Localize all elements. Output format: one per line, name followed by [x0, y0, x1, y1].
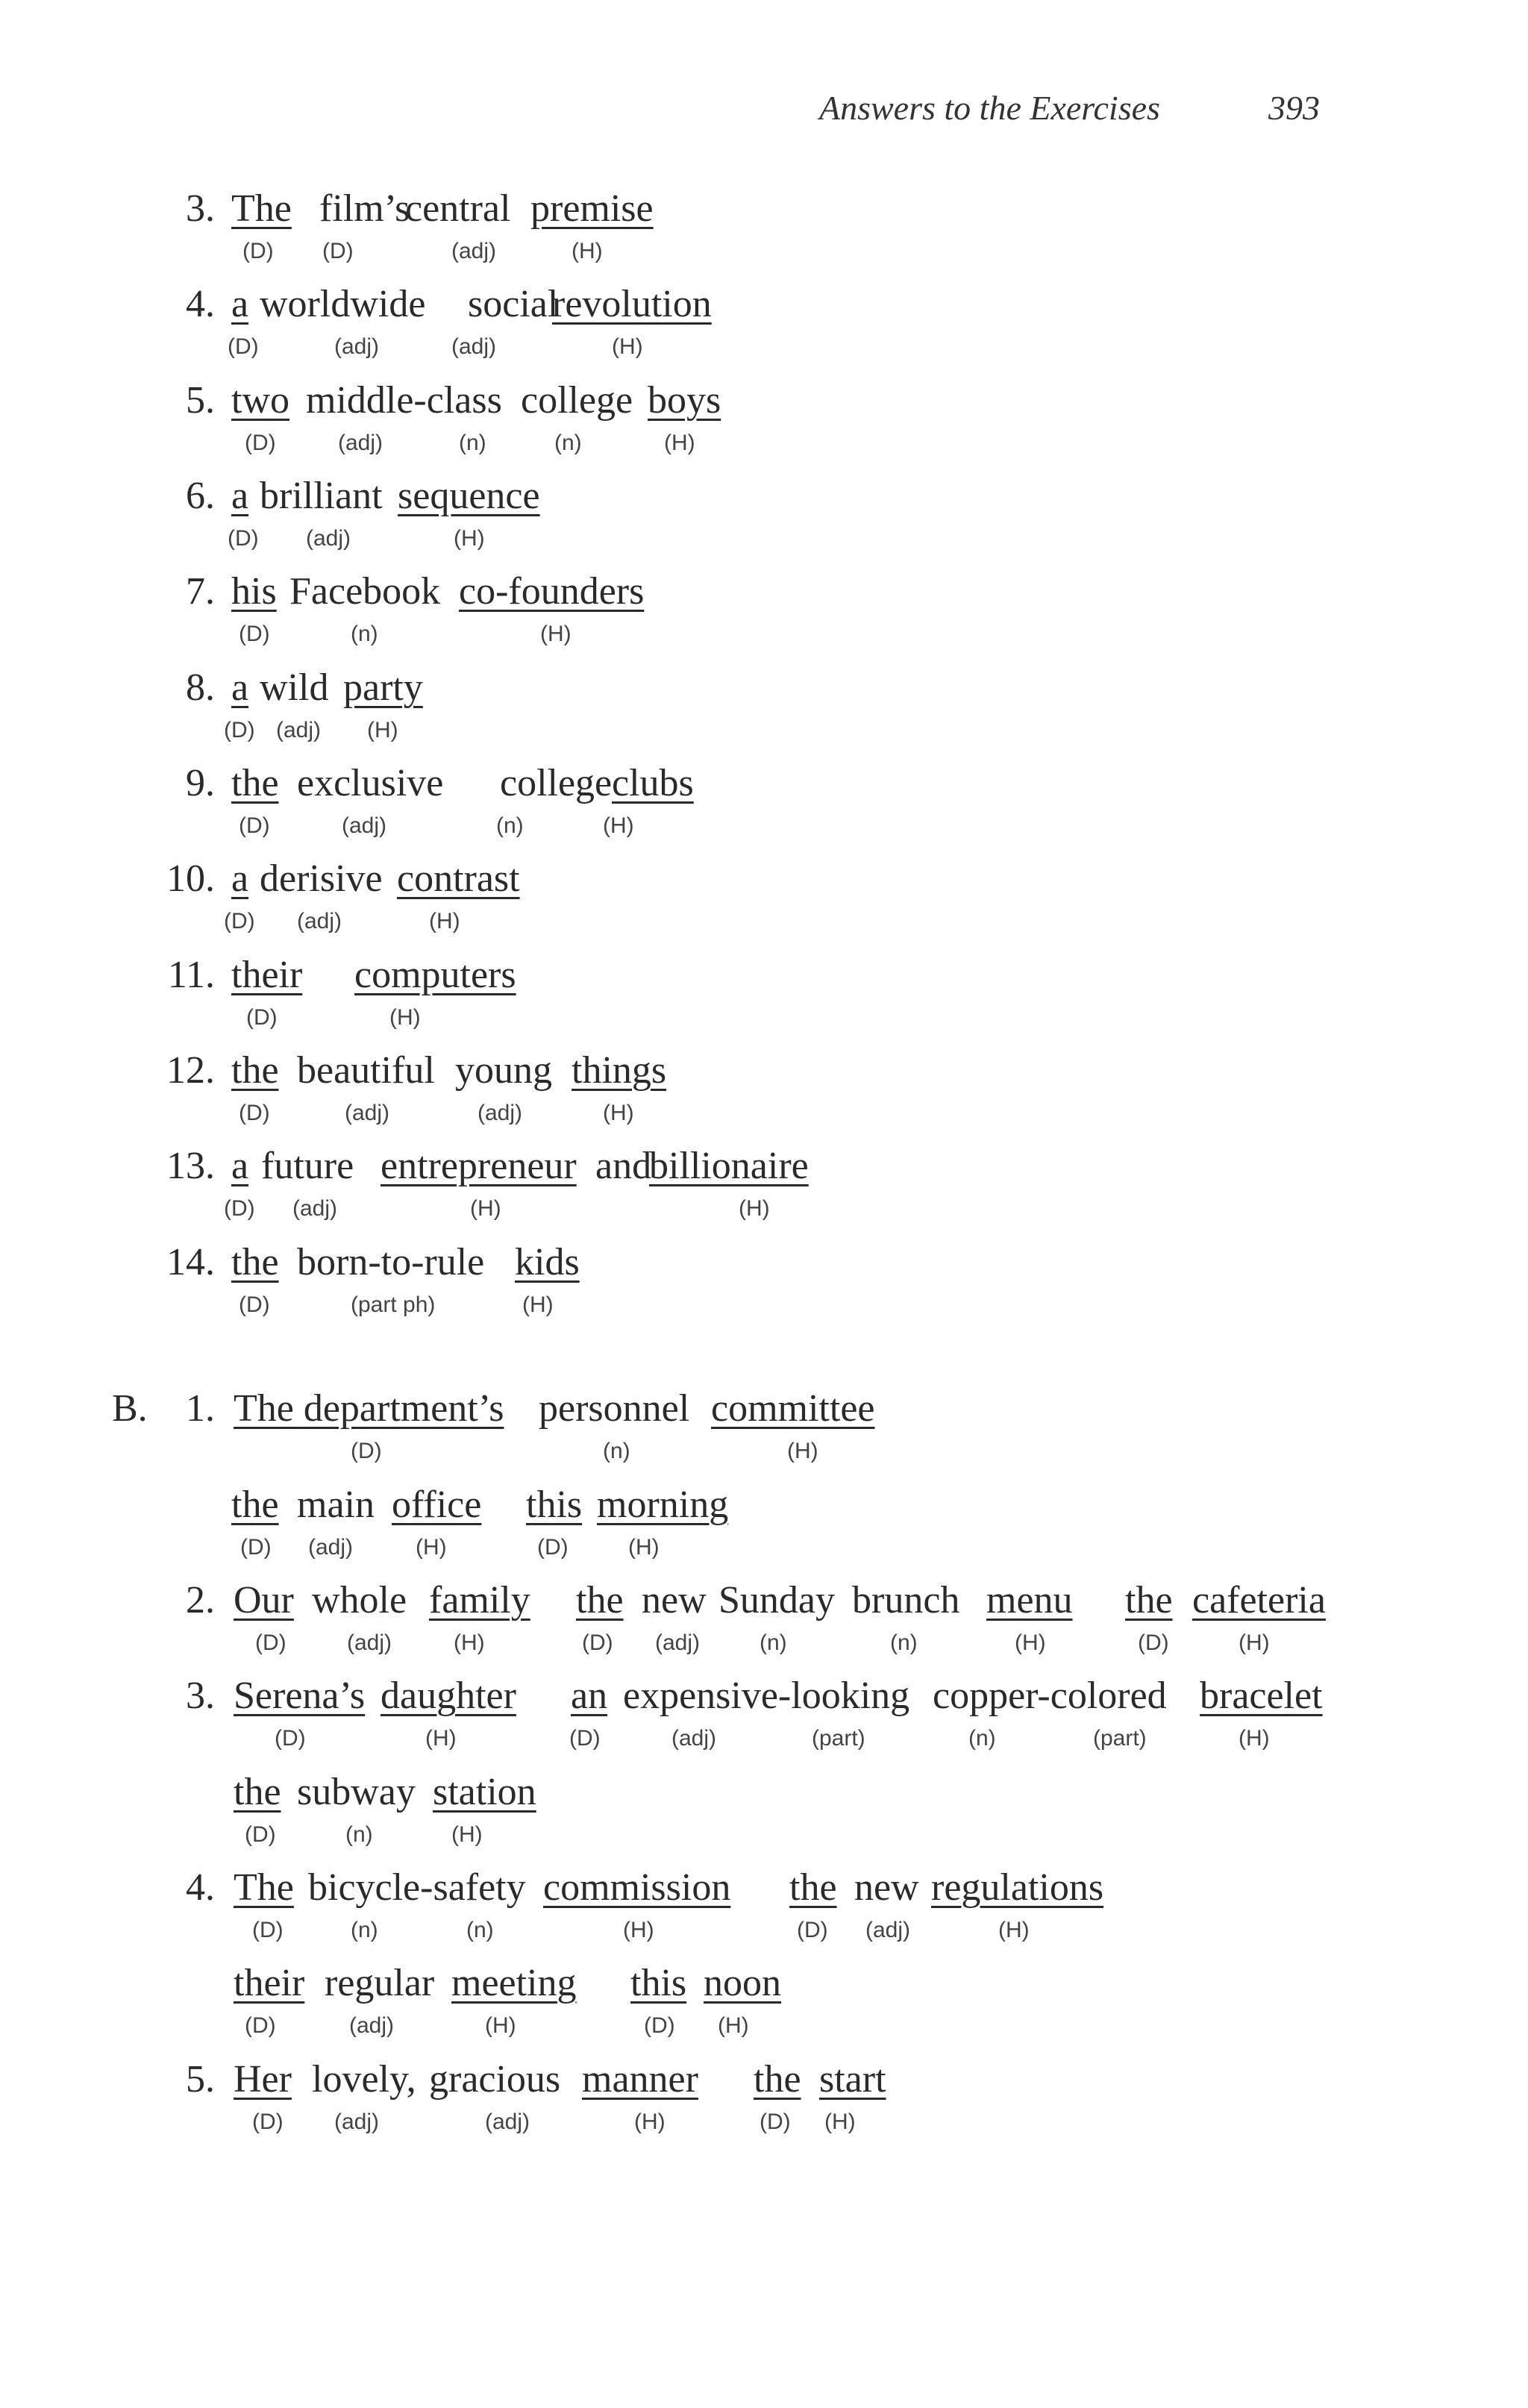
grammar-tag: (H) — [454, 1630, 485, 1655]
grammar-tag: (D) — [239, 1292, 270, 1317]
item-number: 5. — [186, 2058, 215, 2101]
underlined-word: family — [429, 1579, 530, 1622]
grammar-tag: (D) — [224, 909, 255, 934]
grammar-tag: (H) — [603, 1101, 634, 1125]
word: new — [854, 1866, 919, 1909]
grammar-tag: (adj) — [338, 431, 383, 455]
grammar-tag: (adj) — [347, 1630, 392, 1655]
grammar-tags-row — [0, 811, 1528, 841]
grammar-tag: (H) — [389, 1005, 421, 1030]
grammar-tag: (part) — [1093, 1726, 1147, 1751]
exercise-item — [0, 662, 1528, 714]
underlined-word: two — [231, 379, 289, 422]
word: college — [521, 379, 633, 422]
underlined-word: their — [231, 954, 303, 996]
word: central — [405, 187, 511, 230]
grammar-tag: (n) — [351, 622, 378, 646]
underlined-word: Her — [234, 2058, 292, 2101]
grammar-tag: (D) — [255, 1630, 286, 1655]
underlined-word: the — [231, 1483, 279, 1526]
underlined-word: cafeteria — [1192, 1579, 1326, 1622]
exercise-item — [0, 853, 1528, 905]
underlined-word: premise — [530, 187, 654, 230]
grammar-tag: (D) — [239, 1101, 270, 1125]
grammar-tag: (D) — [245, 2013, 276, 2038]
underlined-word: office — [392, 1483, 482, 1526]
item-number: 8. — [186, 666, 215, 709]
grammar-tags-row — [0, 428, 1528, 458]
underlined-word: contrast — [397, 857, 520, 900]
word: Sunday — [718, 1579, 835, 1622]
underlined-word: a — [231, 283, 249, 325]
underlined-word: things — [572, 1049, 667, 1092]
word: and — [595, 1145, 652, 1187]
underlined-word: the — [1125, 1579, 1173, 1622]
grammar-tag: (D) — [224, 1196, 255, 1221]
grammar-tag: (H) — [612, 334, 643, 359]
word: lovely, — [312, 2058, 416, 2101]
exercise-item — [0, 183, 1528, 235]
grammar-tag: (H) — [429, 909, 460, 934]
grammar-tag: (adj) — [292, 1196, 338, 1221]
word: bicycle-safety — [308, 1866, 526, 1909]
underlined-word: co-founders — [459, 570, 645, 613]
exercise-item — [0, 1045, 1528, 1097]
grammar-tag: (D) — [252, 2110, 284, 2134]
grammar-tag: (H) — [1239, 1726, 1270, 1751]
grammar-tag: (adj) — [308, 1535, 354, 1560]
grammar-tags-row — [0, 1290, 1528, 1320]
grammar-tag: (D) — [242, 239, 274, 263]
exercise-item-line — [0, 1670, 1528, 1722]
underlined-word: regulations — [931, 1866, 1104, 1909]
grammar-tag: (H) — [454, 526, 485, 551]
grammar-tags-row — [0, 1436, 1528, 1466]
grammar-tag: (H) — [718, 2013, 749, 2038]
grammar-tag: (n) — [554, 431, 582, 455]
exercise-item — [0, 375, 1528, 427]
item-number: 10. — [166, 857, 215, 900]
grammar-tag: (H) — [367, 718, 398, 742]
word: main — [297, 1483, 375, 1526]
underlined-word: a — [231, 475, 249, 517]
grammar-tags-row — [0, 1724, 1528, 1754]
underlined-word: sequence — [398, 475, 540, 517]
grammar-tag: (D) — [240, 1535, 272, 1560]
underlined-word: a — [231, 1145, 249, 1187]
word: young — [455, 1049, 552, 1092]
word: subway — [297, 1771, 416, 1813]
grammar-tag: (D) — [644, 2013, 675, 2038]
exercise-item — [0, 757, 1528, 810]
item-number: 13. — [166, 1145, 215, 1187]
grammar-tag: (D) — [1138, 1630, 1169, 1655]
underlined-word: billionaire — [649, 1145, 809, 1187]
word: expensive-looking — [623, 1674, 910, 1717]
running-header-title: Answers to the Exercises — [819, 89, 1160, 127]
grammar-tag: (n) — [603, 1439, 630, 1463]
grammar-tag: (D) — [275, 1726, 306, 1751]
underlined-word: Our — [234, 1579, 294, 1622]
underlined-word: manner — [582, 2058, 698, 2101]
grammar-tag: (adj) — [349, 2013, 395, 2038]
word: whole — [312, 1579, 407, 1622]
word: brunch — [852, 1579, 960, 1622]
underlined-word: menu — [986, 1579, 1073, 1622]
underlined-word: Serena’s — [234, 1674, 366, 1717]
word: future — [261, 1145, 354, 1187]
underlined-word: revolution — [552, 283, 712, 325]
grammar-tag: (H) — [470, 1196, 501, 1221]
underlined-word: station — [433, 1771, 536, 1813]
grammar-tag: (H) — [572, 239, 603, 263]
underlined-word: meeting — [451, 1962, 577, 2004]
underlined-word: this — [526, 1483, 583, 1526]
grammar-tag: (D) — [537, 1535, 569, 1560]
grammar-tags-row — [0, 332, 1528, 362]
word: copper-colored — [933, 1674, 1167, 1717]
grammar-tag: (adj) — [451, 334, 497, 359]
grammar-tag: (part) — [812, 1726, 865, 1751]
grammar-tags-row — [0, 716, 1528, 745]
underlined-word: the — [754, 2058, 801, 2101]
grammar-tags-row — [0, 1194, 1528, 1224]
underlined-word: a — [231, 857, 249, 900]
underlined-word: morning — [597, 1483, 729, 1526]
grammar-tags-row — [0, 907, 1528, 936]
grammar-tag: (D) — [228, 334, 259, 359]
grammar-tag: (H) — [739, 1196, 770, 1221]
item-number: 5. — [186, 379, 215, 422]
grammar-tag: (D) — [246, 1005, 278, 1030]
grammar-tag: (H) — [623, 1918, 654, 1942]
word: brilliant — [260, 475, 383, 517]
underlined-word: the — [576, 1579, 624, 1622]
underlined-word: computers — [354, 954, 516, 996]
grammar-tag: (D) — [582, 1630, 613, 1655]
item-number: 6. — [186, 475, 215, 517]
underlined-word: his — [231, 570, 277, 613]
underlined-word: start — [819, 2058, 886, 2101]
grammar-tag: (D) — [245, 431, 276, 455]
item-number: 12. — [166, 1049, 215, 1092]
grammar-tag: (adj) — [478, 1101, 523, 1125]
grammar-tag: (H) — [425, 1726, 457, 1751]
grammar-tag: (n) — [968, 1726, 996, 1751]
underlined-word: an — [571, 1674, 608, 1717]
exercise-item — [0, 566, 1528, 618]
item-number: 14. — [166, 1241, 215, 1283]
exercise-item-line — [0, 1862, 1528, 1914]
grammar-tag: (D) — [351, 1439, 382, 1463]
exercise-item — [0, 278, 1528, 331]
grammar-tag: (H) — [603, 813, 634, 838]
section-label: B. — [112, 1387, 148, 1430]
underlined-word: the — [231, 762, 279, 804]
word: born-to-rule — [297, 1241, 485, 1283]
grammar-tag: (adj) — [865, 1918, 911, 1942]
word: personnel — [539, 1387, 690, 1430]
grammar-tag: (H) — [824, 2110, 856, 2134]
underlined-word: The — [234, 1866, 294, 1909]
grammar-tag: (H) — [1015, 1630, 1046, 1655]
underlined-word: clubs — [612, 762, 694, 804]
grammar-tag: (D) — [239, 813, 270, 838]
word: derisive — [260, 857, 383, 900]
grammar-tag: (n) — [351, 1918, 378, 1942]
grammar-tag: (n) — [760, 1630, 787, 1655]
exercise-item — [0, 1140, 1528, 1192]
underlined-word: The — [231, 187, 292, 230]
grammar-tag: (n) — [890, 1630, 918, 1655]
word: new — [642, 1579, 707, 1622]
grammar-tag: (D) — [252, 1918, 284, 1942]
item-number: 3. — [186, 1674, 215, 1717]
underlined-word: daughter — [381, 1674, 516, 1717]
item-number: 4. — [186, 283, 215, 325]
grammar-tag: (adj) — [451, 239, 497, 263]
grammar-tag: (D) — [245, 1822, 276, 1847]
word: exclusive — [297, 762, 444, 804]
grammar-tag: (adj) — [342, 813, 387, 838]
underlined-word: this — [630, 1962, 687, 2004]
grammar-tag: (n) — [459, 431, 486, 455]
grammar-tag: (H) — [416, 1535, 447, 1560]
grammar-tag: (adj) — [297, 909, 342, 934]
underlined-word: their — [234, 1962, 305, 2004]
grammar-tag: (adj) — [345, 1101, 390, 1125]
exercise-item-line — [0, 1957, 1528, 2010]
grammar-tags-row — [0, 237, 1528, 266]
exercise-item-line — [0, 1766, 1528, 1818]
grammar-tag: (H) — [787, 1439, 818, 1463]
grammar-tag: (adj) — [671, 1726, 717, 1751]
grammar-tag: (H) — [664, 431, 695, 455]
grammar-tag: (H) — [451, 1822, 483, 1847]
exercise-item — [0, 949, 1528, 1001]
underlined-word: the — [231, 1049, 279, 1092]
item-number: 1. — [186, 1387, 215, 1430]
word: middle-class — [306, 379, 502, 422]
grammar-tag: (adj) — [306, 526, 351, 551]
exercise-item — [0, 470, 1528, 522]
word: wild — [260, 666, 329, 709]
grammar-tag: (H) — [485, 2013, 516, 2038]
item-number: 2. — [186, 1579, 215, 1622]
exercise-item-line — [0, 1479, 1528, 1531]
grammar-tag: (n) — [466, 1918, 494, 1942]
item-number: 3. — [186, 187, 215, 230]
grammar-tag: (D) — [228, 526, 259, 551]
grammar-tag: (n) — [496, 813, 524, 838]
exercise-item — [0, 1236, 1528, 1289]
grammar-tag: (H) — [634, 2110, 666, 2134]
grammar-tag: (D) — [797, 1918, 828, 1942]
grammar-tags-row — [0, 1916, 1528, 1945]
word: film’s — [319, 187, 410, 230]
underlined-word: noon — [704, 1962, 781, 2004]
underlined-word: the — [231, 1241, 279, 1283]
grammar-tags-row — [0, 1533, 1528, 1563]
word: regular — [325, 1962, 435, 2004]
underlined-word: commission — [543, 1866, 731, 1909]
word: worldwide — [260, 283, 426, 325]
grammar-tag: (adj) — [276, 718, 322, 742]
grammar-tag: (adj) — [334, 334, 380, 359]
underlined-word: committee — [711, 1387, 875, 1430]
word: college — [500, 762, 613, 804]
grammar-tag: (H) — [628, 1535, 660, 1560]
grammar-tag: (D) — [322, 239, 354, 263]
word: Facebook — [289, 570, 441, 613]
exercise-item-line — [0, 1574, 1528, 1627]
underlined-word: the — [234, 1771, 281, 1813]
underlined-word: kids — [515, 1241, 580, 1283]
exercise-item-line — [0, 2054, 1528, 2106]
grammar-tag: (adj) — [655, 1630, 701, 1655]
grammar-tag: (adj) — [485, 2110, 530, 2134]
page-number: 393 — [1268, 89, 1320, 127]
grammar-tag: (H) — [540, 622, 572, 646]
grammar-tags-row — [0, 1628, 1528, 1658]
grammar-tags-row — [0, 2011, 1528, 2041]
word: beautiful — [297, 1049, 435, 1092]
word: gracious — [429, 2058, 561, 2101]
grammar-tag: (n) — [345, 1822, 373, 1847]
underlined-word: a — [231, 666, 249, 709]
grammar-tags-row — [0, 619, 1528, 649]
underlined-word: entrepreneur — [381, 1145, 577, 1187]
underlined-word: the — [789, 1866, 837, 1909]
underlined-word: The department’s — [234, 1387, 504, 1430]
grammar-tag: (adj) — [334, 2110, 380, 2134]
word: social — [468, 283, 559, 325]
grammar-tag: (D) — [760, 2110, 791, 2134]
grammar-tag: (D) — [239, 622, 270, 646]
grammar-tag: (part ph) — [351, 1292, 436, 1317]
item-number: 9. — [186, 762, 215, 804]
grammar-tag: (H) — [522, 1292, 554, 1317]
exercise-item-line — [0, 1383, 1528, 1435]
grammar-tag: (H) — [998, 1918, 1030, 1942]
grammar-tags-row — [0, 524, 1528, 554]
grammar-tags-row — [0, 1820, 1528, 1850]
underlined-word: party — [343, 666, 423, 709]
item-number: 4. — [186, 1866, 215, 1909]
grammar-tags-row — [0, 1003, 1528, 1033]
grammar-tags-row — [0, 2107, 1528, 2137]
grammar-tag: (D) — [224, 718, 255, 742]
item-number: 11. — [167, 954, 215, 996]
underlined-word: bracelet — [1200, 1674, 1323, 1717]
grammar-tag: (H) — [1239, 1630, 1270, 1655]
grammar-tags-row — [0, 1098, 1528, 1128]
item-number: 7. — [186, 570, 215, 613]
underlined-word: boys — [648, 379, 721, 422]
grammar-tag: (D) — [569, 1726, 601, 1751]
